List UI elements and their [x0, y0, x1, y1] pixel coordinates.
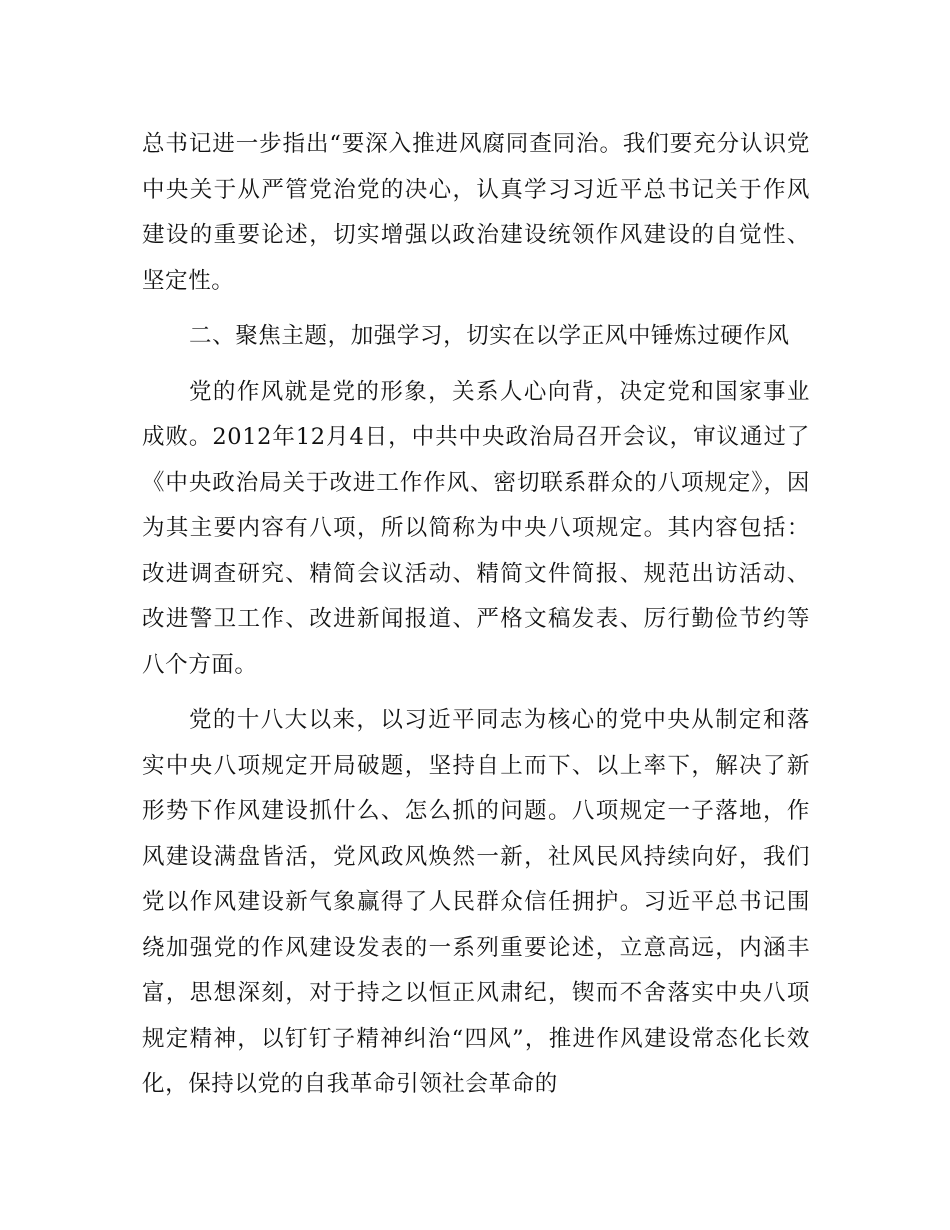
paragraph-continuation: 总书记进一步指出“要深入推进风腐同查同治。我们要充分认识党中央关于从严管党治党的决心，认真学习习近平总书记关于作风建设的重要论述，切实增强以政治建设统领作风建设的自觉性、坚定性。	[142, 131, 810, 294]
document-body	[142, 122, 810, 1108]
paragraph-since-18th-congress: 党的十八大以来，以习近平同志为核心的党中央从制定和落实中央八项规定开局破题，坚持自上而下、以上率下，解决了新形势下作风建设抓什么、怎么抓的问题。八项规定一子落地，作风建设满盘皆活，党风政风焕然一新，社风民风持续向好，我们党以作风建设新气象赢得了人民群众信任拥护。习近平总书记围绕加强党的作风建设发表的一系列重要论述，立意高远，内涵丰富，思想深刻，对于持之以恒正风肃纪，锲而不舍落实中央八项规定精神，以钉钉子精神纠治“四风”，推进作风建设常态化长效化，保持以党的自我革命引领社会革命的	[142, 707, 810, 1097]
section-heading: 二、聚焦主题，加强学习，切实在以学正风中锤炼过硬作风	[189, 323, 790, 349]
paragraph-eight-rules: 党的作风就是党的形象，关系人心向背，决定党和国家事业成败。2012年12月4日，中共中央政治局召开会议，审议通过了《中央政治局关于改进工作作风、密切联系群众的八项规定》，因为其主要内容有八项，所以简称为中央八项规定。其内容包括：改进调查研究、精简会议活动、精简文件简报、规范出访活动、改进警卫工作、改进新闻报道、严格文稿发表、厉行勤俭节约等八个方面。	[142, 378, 810, 678]
